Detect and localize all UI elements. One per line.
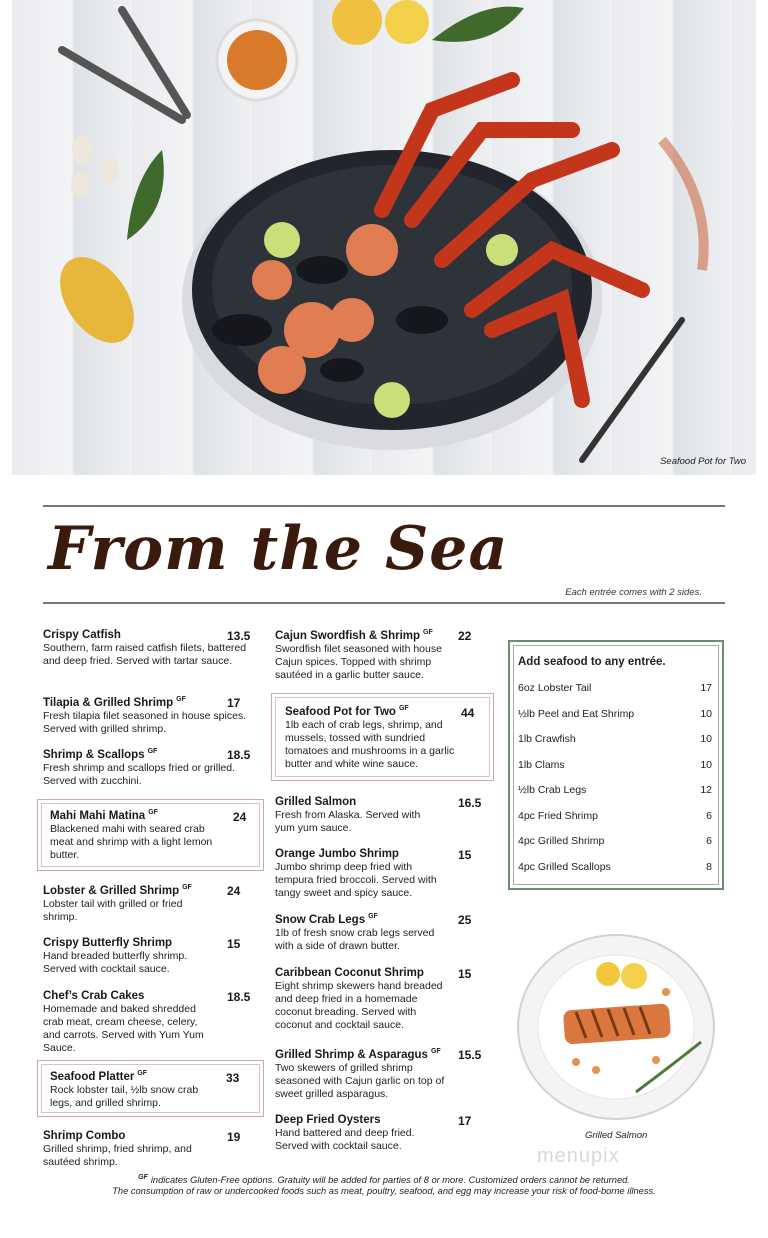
item-price: 13.5 — [227, 629, 251, 643]
menu-item-mahi-mahi-matina — [37, 799, 264, 871]
gluten-free-badge: GF — [137, 1070, 148, 1077]
item-description: Hand battered and deep fried. Served with cocktail sauce. — [275, 1127, 415, 1152]
addon-price: 10 — [700, 733, 712, 745]
addon-name: 4pc Fried Shrimp — [518, 809, 598, 822]
menu-item-cajun-swordfish-shrimp — [275, 629, 487, 682]
menu-item-lobster-grilled-shrimp — [43, 884, 255, 924]
item-name: Crispy Catfish — [43, 629, 121, 641]
item-description: Fresh tilapia filet seasoned in house spices. Served with grilled shrimp. — [43, 709, 247, 735]
gluten-free-badge: GF — [368, 913, 378, 920]
gluten-free-badge: GF — [182, 884, 192, 891]
addon-name: 4pc Grilled Shrimp — [518, 835, 605, 847]
item-price: 18.5 — [227, 748, 251, 762]
item-name: Chef’s Crab Cakes — [43, 990, 145, 1002]
item-description: 1lb of fresh snow crab legs served with a side of drawn butter. — [275, 926, 435, 952]
addon-name: 1lb Clams — [518, 758, 565, 771]
menu-item-snow-crab-legs — [275, 913, 487, 953]
gluten-free-badge: GF — [398, 705, 409, 712]
addon-row — [518, 784, 712, 810]
watermark: menupix — [537, 1145, 620, 1167]
seafood-pot-illustration — [12, 0, 756, 475]
item-name: Crispy Butterfly Shrimp — [43, 937, 173, 949]
item-price: 18.5 — [227, 990, 251, 1004]
item-price: 15 — [458, 967, 472, 981]
addon-name: 6oz Lobster Tail — [518, 682, 592, 694]
gluten-free-badge: GF — [138, 1174, 148, 1181]
item-name: Grilled Shrimp & Asparagus — [275, 1048, 428, 1061]
gluten-free-badge: GF — [147, 748, 158, 755]
addon-price: 6 — [706, 809, 712, 822]
menu-item-orange-jumbo-shrimp — [275, 848, 487, 900]
item-description: Southern, farm raised catfish filets, battered and deep fried. Served with tartar sauce. — [43, 642, 247, 667]
addon-row — [518, 835, 712, 861]
item-price: 16.5 — [458, 796, 482, 810]
add-seafood-title: Add seafood to any entrée. — [518, 656, 666, 668]
item-description: Fresh from Alaska. Served with yum yum sauce. — [275, 809, 421, 834]
grilled-salmon-photo — [516, 932, 716, 1122]
menu-item-shrimp-scallops — [43, 748, 255, 788]
item-price: 25 — [458, 913, 472, 927]
addon-price: 10 — [700, 707, 712, 720]
item-price: 24 — [227, 884, 241, 898]
item-name: Shrimp Combo — [43, 1130, 126, 1142]
item-price: 22 — [458, 629, 472, 643]
addon-price: 10 — [700, 758, 712, 771]
addon-name: 4pc Grilled Scallops — [518, 860, 611, 873]
addon-name: ½lb Peel and Eat Shrimp — [518, 707, 635, 720]
item-name: Orange Jumbo Shrimp — [275, 848, 399, 860]
item-price: 19 — [227, 1130, 241, 1144]
item-description: Lobster tail with grilled or fried shrimp. — [43, 897, 183, 923]
item-name: Seafood Pot for Two — [285, 705, 396, 718]
addon-row — [518, 733, 712, 759]
item-price: 24 — [233, 810, 247, 824]
item-price: 33 — [226, 1071, 240, 1085]
section-title: From the Sea — [48, 514, 509, 584]
bottom-divider — [43, 602, 725, 604]
menu-item-seafood-pot-for-two — [271, 693, 494, 781]
item-description: Jumbo shrimp deep fried with tempura fried broccoli. Served with tangy sweet and spicy sauce. — [275, 861, 437, 899]
item-price: 15 — [458, 848, 472, 862]
item-name: Mahi Mahi Matina — [50, 809, 146, 822]
item-description: Fresh shrimp and scallops fried or grilled. Served with zucchini. — [43, 761, 235, 787]
item-description: Homemade and baked shredded crab meat, cream cheese, celery, and carrots. Served with Yum Yum Sauce. — [43, 1003, 204, 1054]
footer-line-1 — [0, 1174, 768, 1185]
item-price: 15.5 — [458, 1048, 482, 1062]
item-name: Grilled Salmon — [275, 796, 357, 808]
menu-item-grilled-shrimp-asparagus — [275, 1048, 487, 1101]
item-description: Rock lobster tail, ½lb snow crab legs, and grilled shrimp. — [50, 1083, 199, 1109]
menu-item-deep-fried-oysters — [275, 1114, 487, 1153]
item-description: Eight shrimp skewers hand breaded and deep fried in a homemade coconut breading. Served with coconut and cocktail sauce. — [275, 980, 443, 1031]
item-description: Hand breaded butterfly shrimp. Served with cocktail sauce. — [43, 950, 188, 975]
item-name: Deep Fried Oysters — [275, 1114, 381, 1126]
item-price: 15 — [227, 937, 241, 951]
footer-line-2: The consumption of raw or undercooked foods such as meat, poultry, seafood, and egg may increase your risk of food-borne illness. — [112, 1186, 656, 1196]
sides-note: Each entrée comes with 2 sides. — [565, 587, 702, 598]
gluten-free-badge: GF — [423, 629, 433, 636]
item-price: 17 — [227, 696, 241, 710]
item-name: Tilapia & Grilled Shrimp — [43, 696, 174, 709]
item-name: Snow Crab Legs — [275, 913, 366, 926]
item-description: Two skewers of grilled shrimp seasoned with Cajun garlic on top of sweet grilled asparagus. — [275, 1061, 445, 1100]
addon-price: 12 — [700, 784, 712, 796]
item-price: 17 — [458, 1114, 472, 1128]
addon-row — [518, 810, 712, 836]
addon-price: 6 — [706, 835, 712, 847]
menu-item-crispy-catfish — [43, 629, 255, 668]
menu-item-tilapia-grilled-shrimp — [43, 696, 255, 736]
addon-name: 1lb Crawfish — [518, 733, 576, 745]
top-divider — [43, 505, 725, 507]
menu-item-grilled-salmon — [275, 796, 487, 835]
hero-photo — [12, 0, 756, 475]
addon-row — [518, 759, 712, 785]
plate-caption: Grilled Salmon — [585, 1130, 648, 1141]
add-seafood-box — [508, 640, 724, 890]
item-description: Blackened mahi with seared crab meat and shrimp with a light lemon butter. — [50, 822, 213, 861]
item-price: 44 — [461, 706, 475, 720]
menu-item-caribbean-coconut-shrimp — [275, 967, 487, 1032]
item-description: Swordfish filet seasoned with house Cajun spices. Topped with shrimp sautéed in a garlic butter sauce. — [275, 642, 442, 681]
addon-price: 17 — [700, 682, 712, 694]
gluten-free-badge: GF — [430, 1048, 441, 1055]
hero-caption: Seafood Pot for Two — [660, 456, 746, 467]
menu-item-shrimp-combo — [43, 1130, 255, 1169]
footer-gf-note: indicates Gluten-Free options. Gratuity will be added for parties of 8 or more. Customized orders cannot be returned. — [150, 1175, 630, 1186]
item-description: Grilled shrimp, fried shrimp, and sautéed shrimp. — [43, 1143, 192, 1168]
item-description: 1lb each of crab legs, shrimp, and mussels, tossed with sundried tomatoes and mushrooms in a garlic butter and white wine sauce. — [285, 718, 455, 770]
item-name: Caribbean Coconut Shrimp — [275, 967, 424, 979]
item-name: Shrimp & Scallops — [43, 748, 145, 761]
addon-row — [518, 861, 712, 887]
addon-row — [518, 708, 712, 734]
menu-item-chefs-crab-cakes — [43, 990, 255, 1055]
item-name: Lobster & Grilled Shrimp — [43, 884, 180, 897]
addon-name: ½lb Crab Legs — [518, 784, 587, 796]
item-name: Cajun Swordfish & Shrimp — [275, 629, 421, 642]
gluten-free-badge: GF — [148, 809, 158, 816]
addon-row — [518, 682, 712, 708]
item-name: Seafood Platter — [50, 1070, 135, 1083]
menu-item-seafood-platter — [37, 1060, 264, 1117]
addon-price: 8 — [706, 860, 712, 873]
gluten-free-badge: GF — [176, 696, 186, 703]
menu-item-crispy-butterfly-shrimp — [43, 937, 255, 976]
